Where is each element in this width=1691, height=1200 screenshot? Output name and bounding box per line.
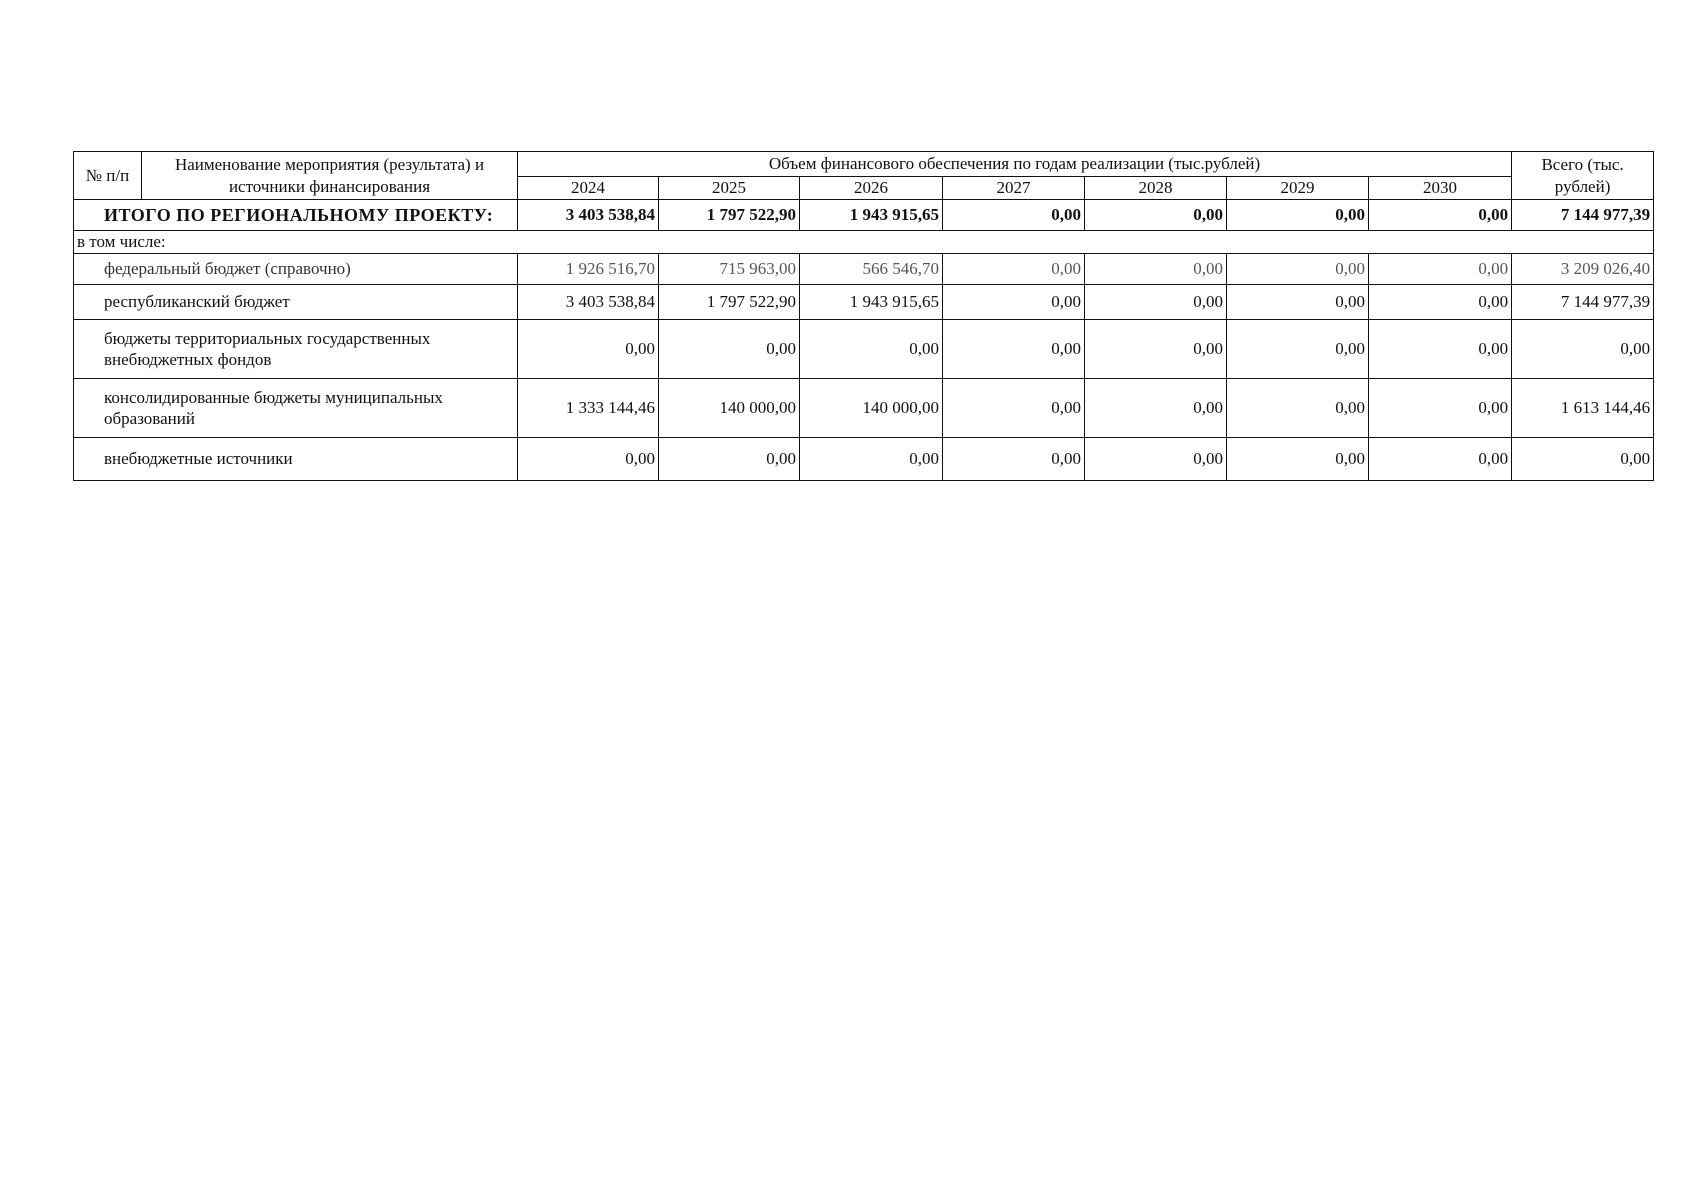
row-value: 0,00 xyxy=(1227,379,1369,438)
row-label: бюджеты территориальных государственных внебюджетных фондов xyxy=(74,320,518,379)
total-value-2027: 0,00 xyxy=(943,200,1085,231)
total-value-2029: 0,00 xyxy=(1227,200,1369,231)
header-year-2027: 2027 xyxy=(943,177,1085,200)
header-num: № п/п xyxy=(74,152,142,200)
total-value-2024: 3 403 538,84 xyxy=(518,200,659,231)
header-year-2030: 2030 xyxy=(1369,177,1512,200)
table-row xyxy=(74,320,1654,379)
row-total: 0,00 xyxy=(1512,438,1654,481)
header-year-2024: 2024 xyxy=(518,177,659,200)
row-value: 0,00 xyxy=(800,438,943,481)
row-total: 1 613 144,46 xyxy=(1512,379,1654,438)
total-value-2030: 0,00 xyxy=(1369,200,1512,231)
row-value: 0,00 xyxy=(943,285,1085,320)
row-value: 1 926 516,70 xyxy=(518,254,659,285)
header-total: Всего (тыс. рублей) xyxy=(1512,152,1654,200)
row-value: 566 546,70 xyxy=(800,254,943,285)
row-value: 1 333 144,46 xyxy=(518,379,659,438)
row-total: 7 144 977,39 xyxy=(1512,285,1654,320)
row-value: 0,00 xyxy=(943,254,1085,285)
row-value: 0,00 xyxy=(1085,379,1227,438)
including-label: в том числе: xyxy=(74,231,1654,254)
row-value: 140 000,00 xyxy=(659,379,800,438)
header-year-2025: 2025 xyxy=(659,177,800,200)
row-value: 140 000,00 xyxy=(800,379,943,438)
row-total: 0,00 xyxy=(1512,320,1654,379)
row-value: 0,00 xyxy=(800,320,943,379)
row-value: 715 963,00 xyxy=(659,254,800,285)
row-value: 0,00 xyxy=(1085,285,1227,320)
row-value: 0,00 xyxy=(1227,438,1369,481)
row-value: 1 797 522,90 xyxy=(659,285,800,320)
row-value: 0,00 xyxy=(518,438,659,481)
table-row xyxy=(74,438,1654,481)
row-value: 0,00 xyxy=(659,438,800,481)
row-value: 0,00 xyxy=(1227,254,1369,285)
row-label: консолидированные бюджеты муниципальных образований xyxy=(74,379,518,438)
total-value-sum: 7 144 977,39 xyxy=(1512,200,1654,231)
row-label: федеральный бюджет (справочно) xyxy=(74,254,518,285)
row-value: 1 943 915,65 xyxy=(800,285,943,320)
row-value: 0,00 xyxy=(1227,320,1369,379)
row-value: 0,00 xyxy=(1369,320,1512,379)
row-label: внебюджетные источники xyxy=(74,438,518,481)
table-row xyxy=(74,285,1654,320)
table-row-including xyxy=(74,231,1654,254)
financing-table xyxy=(73,151,1654,481)
row-value: 0,00 xyxy=(1085,438,1227,481)
row-value: 0,00 xyxy=(943,320,1085,379)
row-value: 0,00 xyxy=(659,320,800,379)
header-year-2029: 2029 xyxy=(1227,177,1369,200)
header-year-2028: 2028 xyxy=(1085,177,1227,200)
row-value: 0,00 xyxy=(1369,438,1512,481)
table-row-total xyxy=(74,200,1654,231)
row-total: 3 209 026,40 xyxy=(1512,254,1654,285)
header-name: Наименование мероприятия (результата) и источники финансирования xyxy=(142,152,518,200)
table-row xyxy=(74,254,1654,285)
header-year-2026: 2026 xyxy=(800,177,943,200)
row-value: 0,00 xyxy=(1085,320,1227,379)
total-value-2025: 1 797 522,90 xyxy=(659,200,800,231)
total-label: ИТОГО ПО РЕГИОНАЛЬНОМУ ПРОЕКТУ: xyxy=(74,200,518,231)
row-value: 0,00 xyxy=(1369,285,1512,320)
table-header xyxy=(74,152,1654,200)
total-value-2026: 1 943 915,65 xyxy=(800,200,943,231)
row-value: 0,00 xyxy=(1085,254,1227,285)
row-value: 0,00 xyxy=(1369,254,1512,285)
row-value: 0,00 xyxy=(943,379,1085,438)
row-value: 0,00 xyxy=(1227,285,1369,320)
row-value: 0,00 xyxy=(518,320,659,379)
header-volume: Объем финансового обеспечения по годам реализации (тыс.рублей) xyxy=(518,152,1512,177)
row-value: 0,00 xyxy=(943,438,1085,481)
table-row xyxy=(74,379,1654,438)
row-value: 3 403 538,84 xyxy=(518,285,659,320)
total-value-2028: 0,00 xyxy=(1085,200,1227,231)
row-label: республиканский бюджет xyxy=(74,285,518,320)
row-value: 0,00 xyxy=(1369,379,1512,438)
